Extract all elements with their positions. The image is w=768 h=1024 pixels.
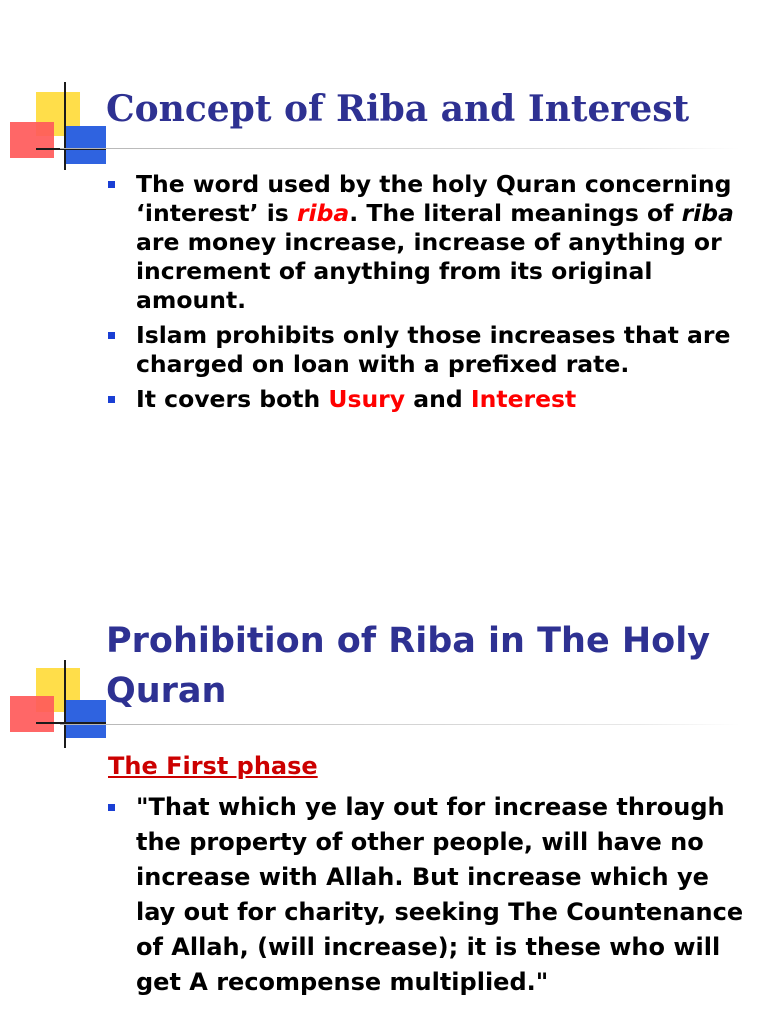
bullet-text: The word used by the holy Quran concerning ‘interest’ is (136, 170, 732, 227)
bullet-item (108, 170, 748, 315)
bullet-text: Islam prohibits only those increases that are charged on loan with a prefixed rate. (136, 321, 731, 378)
bullet-item (108, 385, 748, 414)
slide-title: Prohibition of Riba in The Holy Quran (106, 621, 711, 711)
slide-corner-decoration (10, 660, 110, 750)
bullet-text: Usury (328, 385, 406, 413)
bullet-text: are money increase, increase of anything or increment of anything from its original amount. (136, 228, 722, 314)
title-divider (60, 724, 740, 725)
bullet-square-icon (108, 396, 115, 403)
bullet-text: "That which ye lay out for increase through the property of other people, will have no increase with Allah. But increase which ye lay out for charity, seeking The Countenance of Allah, (will increase); it is these who will get A recompense multiplied." (136, 793, 744, 996)
title-divider (60, 148, 740, 149)
bullet-text: riba (296, 199, 350, 227)
slide-prohibition-of-riba (0, 512, 768, 1024)
bullet-list (108, 790, 748, 1000)
bullet-text: It covers both (136, 385, 329, 413)
bullet-list (108, 170, 748, 420)
bullet-square-icon (108, 804, 115, 811)
bullet-text: riba (681, 199, 734, 227)
bullet-square-icon (108, 332, 115, 339)
bullet-item (108, 321, 748, 379)
bullet-text: and (405, 385, 471, 413)
bullet-square-icon (108, 181, 115, 188)
bullet-text: . The literal meanings of (349, 199, 682, 227)
slide-title: Concept of Riba and Interest (106, 88, 690, 130)
phase-heading: The First phase (108, 752, 318, 780)
slide-corner-decoration (10, 82, 110, 172)
bullet-text: Interest (470, 385, 577, 413)
bullet-item (108, 790, 748, 1000)
